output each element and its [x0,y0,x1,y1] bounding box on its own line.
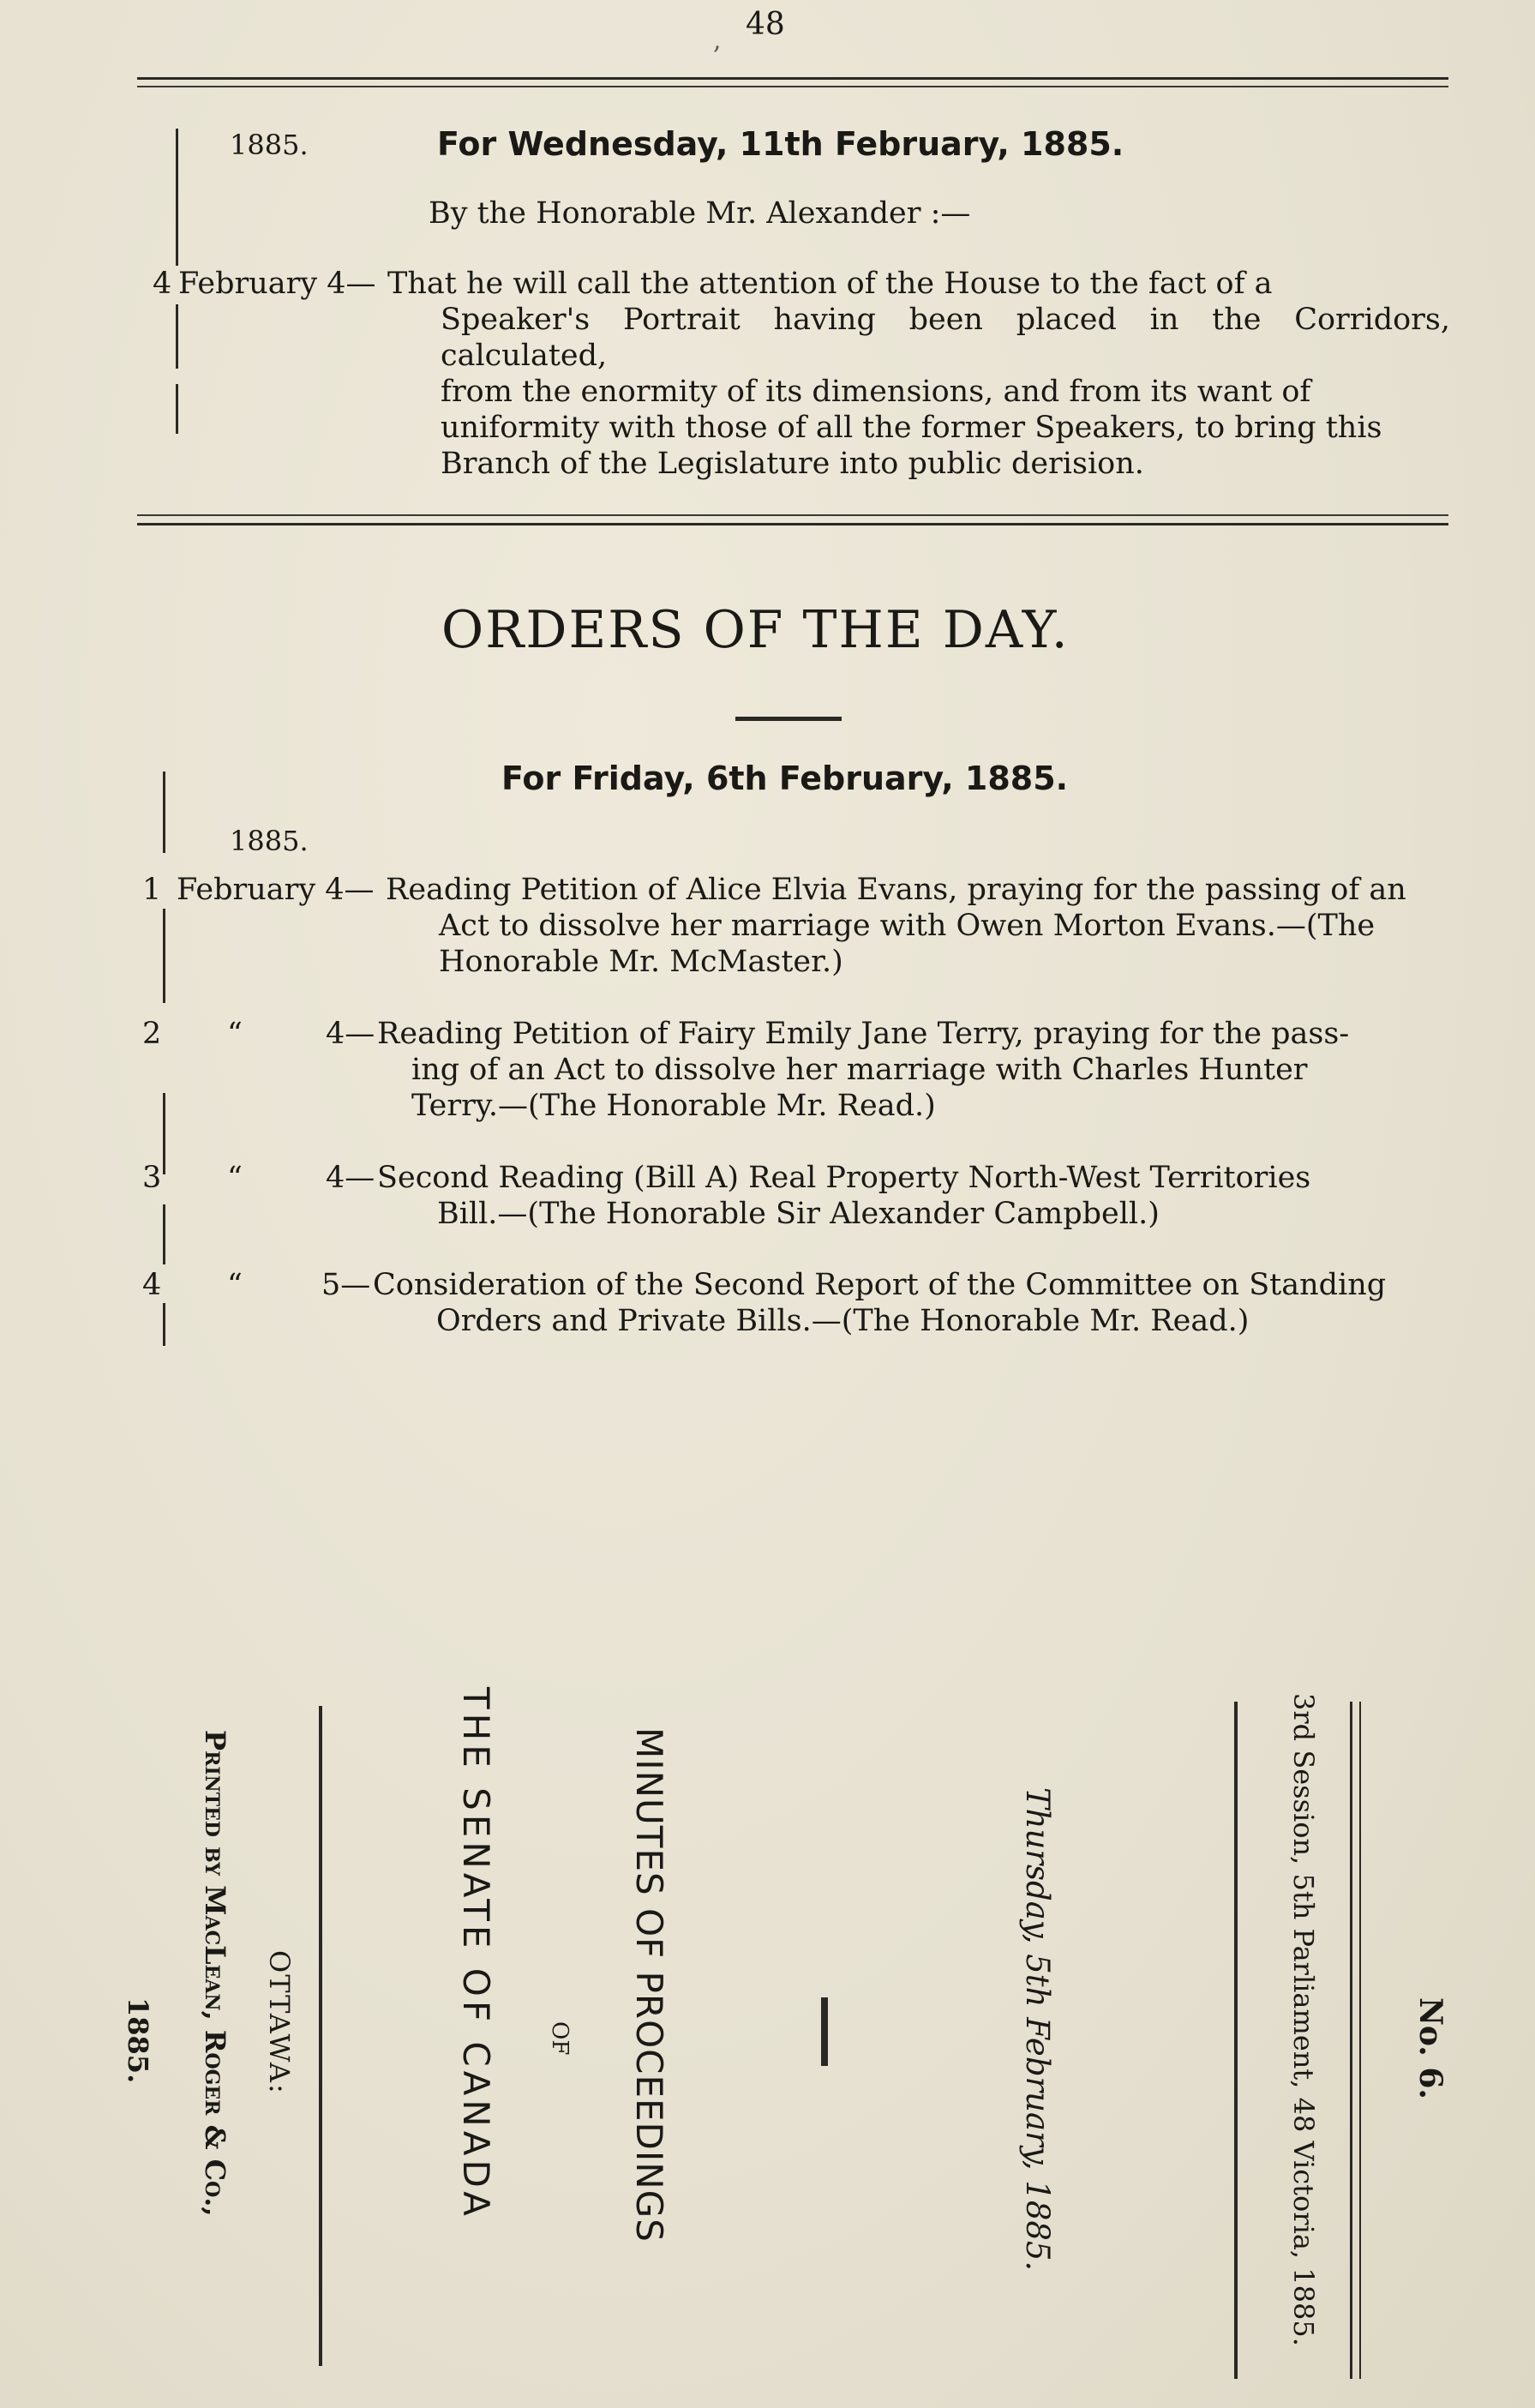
cover-place: OTTAWA: [263,1950,296,2095]
order-day: 5— [321,1268,371,1302]
order-number: 2 [142,1017,162,1051]
cover-year: 1885. [122,1997,154,2084]
order-item-1 [386,872,1448,980]
cover-bar [821,1997,828,2066]
order-line: Reading Petition of Alice Elvia Evans, praying for the passing of an [386,873,1406,907]
notice-year: 1885. [230,129,309,161]
cover-date: Thursday, 5th February, 1885. [1019,1787,1056,2272]
order-number: 4 [142,1268,162,1302]
order-line: Orders and Private Bills.—(The Honorable Mr. Read.) [436,1304,1250,1338]
notice-line: from the enormity of its dimensions, and from its want of [441,375,1311,409]
order-line: ing of an Act to dissolve her marriage with Charles Hunter [411,1053,1308,1087]
top-rule [137,77,1448,80]
page-number: 48 [746,7,785,42]
middle-rule [137,523,1448,525]
margin-line [176,129,178,266]
notice-line: That he will call the attention of the House to the fact of a [387,267,1273,301]
margin-line [163,772,165,853]
notice-date: February 4— [178,267,376,301]
order-date: February 4— [177,873,375,907]
cover-title-2: THE SENATE OF CANADA [455,1687,497,2220]
notice-heading: For Wednesday, 11th February, 1885. [437,125,1124,163]
order-line: Reading Petition of Fairy Emily Jane Terry, praying for the pass- [377,1017,1350,1051]
cover-rule-right [1234,1702,1238,2379]
notice-line: Branch of the Legislature into public derision. [441,447,1144,481]
order-line: Act to dissolve her marriage with Owen Morton Evans.—(The [439,909,1376,943]
margin-line [176,304,178,369]
order-item-2 [377,1016,1448,1124]
cover-rule-right-2 [1350,1702,1352,2379]
notice-line: Speaker's Portrait having been placed in the Corridors, calculated, [441,303,1450,373]
notice-text [387,266,1450,482]
orders-title: ORDERS OF THE DAY. [441,600,1070,660]
order-item-3 [377,1160,1448,1232]
margin-line [163,1204,165,1264]
cover-number: No. 6. [1412,1997,1448,2099]
cover-title-1: MINUTES OF PROCEEDINGS [628,1727,670,2243]
cover-printer: Printed by MacLean, Roger & Co., [199,1730,231,2217]
cover-rule-right-3 [1359,1702,1361,2379]
ink-mark: , [713,26,722,56]
order-day: 4— [326,1017,375,1051]
cover-rule-left [319,1706,322,2366]
margin-line [163,1093,165,1174]
margin-line [163,1303,165,1346]
ditto-mark: “ [227,1017,243,1051]
order-line: Second Reading (Bill A) Real Property North-West Territories [377,1161,1311,1195]
cover-of: OF [547,2021,573,2056]
margin-line [163,909,165,1003]
notice-number: 4 [153,267,172,301]
orders-year: 1885. [230,825,309,857]
cover-session: 3rd Session, 5th Parliament, 48 Victoria, 1885. [1287,1693,1320,2346]
top-rule-thin [137,86,1448,87]
order-line: Terry.—(The Honorable Mr. Read.) [411,1089,936,1123]
order-line: Honorable Mr. McMaster.) [439,945,843,979]
orders-dash [735,717,842,721]
order-item-4 [373,1267,1448,1339]
order-number: 3 [142,1161,162,1195]
order-day: 4— [326,1161,375,1195]
middle-rule-thin [137,514,1448,516]
margin-line [176,384,178,434]
notice-line: uniformity with those of all the former Speakers, to bring this [441,411,1382,445]
order-line: Consideration of the Second Report of the Committee on Standing [373,1268,1387,1302]
orders-heading: For Friday, 6th February, 1885. [501,760,1069,797]
ditto-mark: “ [227,1161,243,1195]
order-line: Bill.—(The Honorable Sir Alexander Campbell.) [437,1197,1160,1231]
ditto-mark: “ [227,1268,243,1302]
order-number: 1 [142,873,162,907]
notice-by-line: By the Honorable Mr. Alexander :— [429,196,971,231]
